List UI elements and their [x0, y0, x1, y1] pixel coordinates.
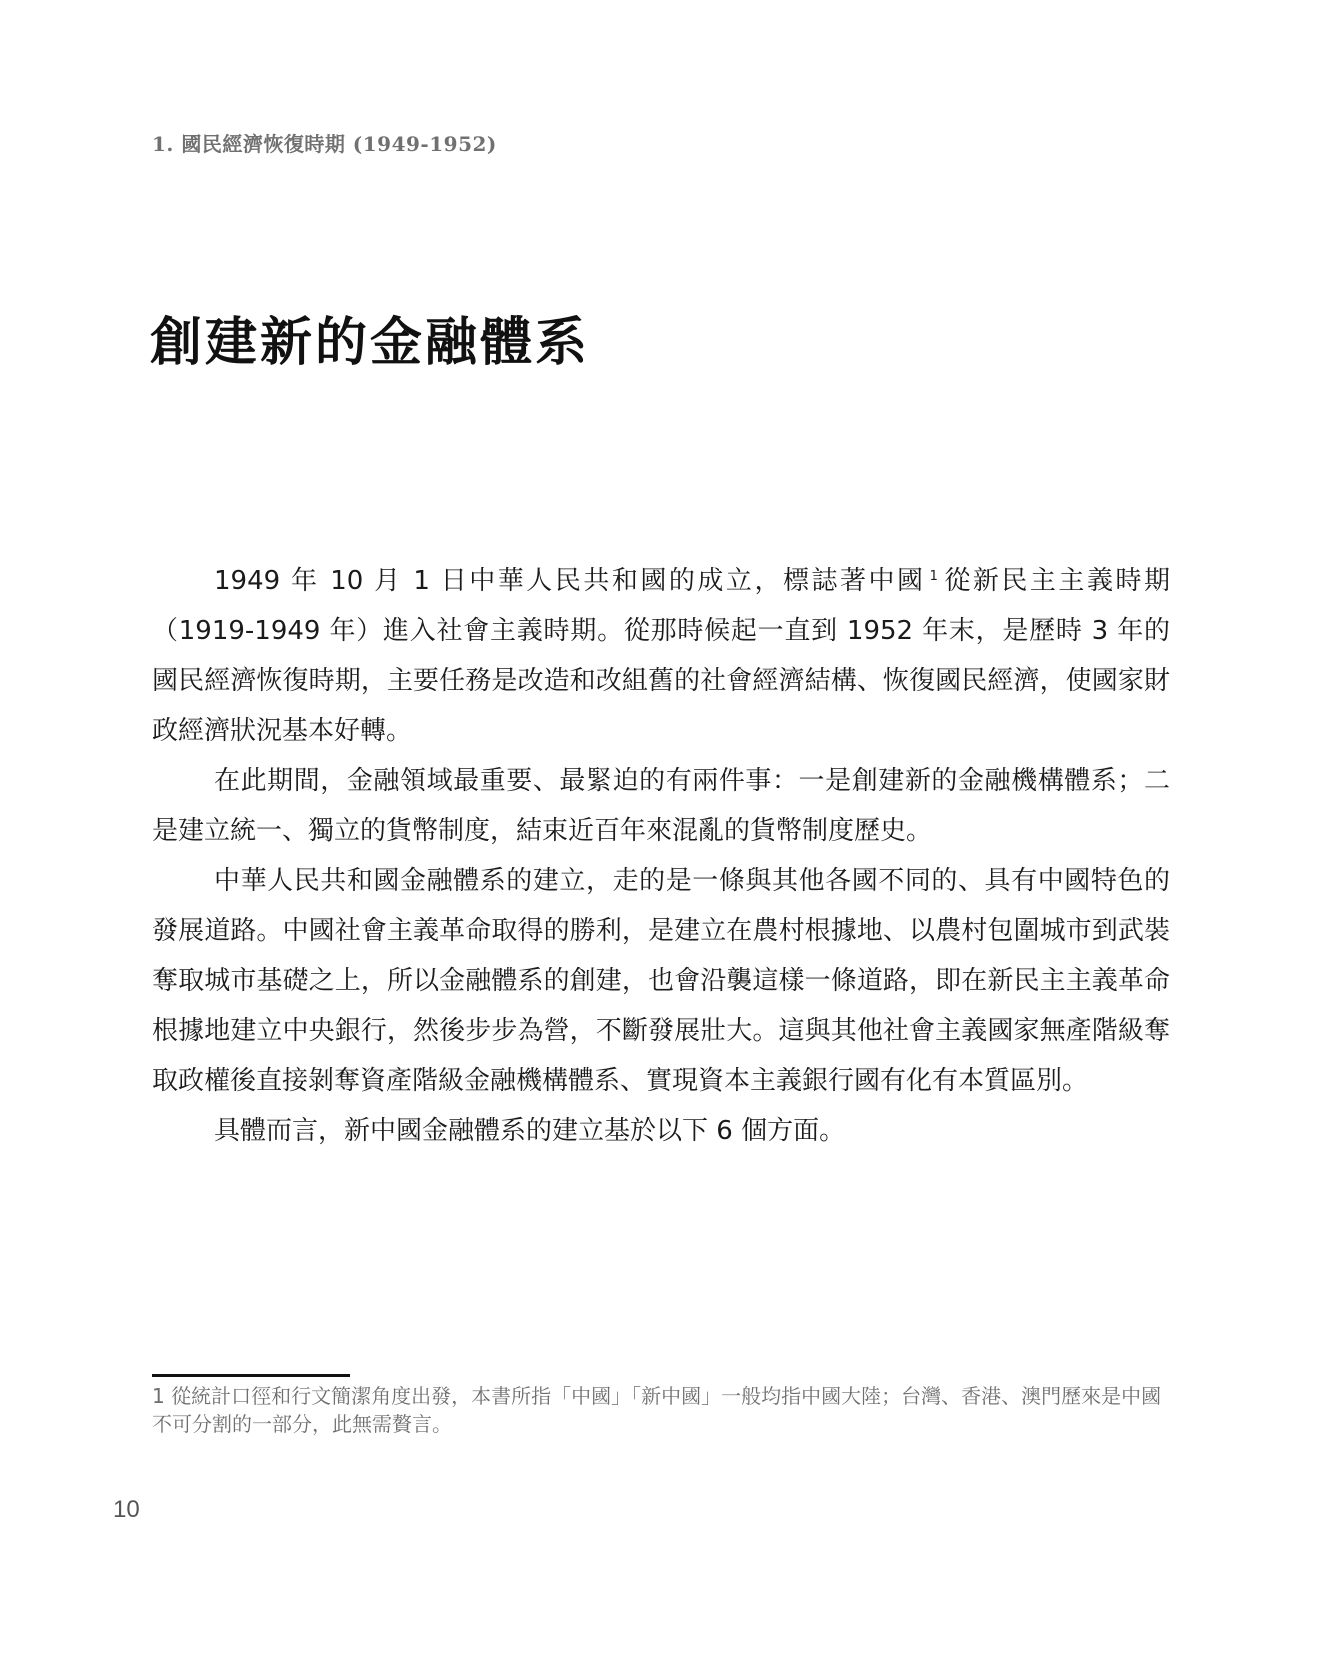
- paragraph-1-text-after-ref: 從新民主主義時期（1919-1949 年）進入社會主義時期。從那時候起一直到 1952 年末，是歷時 3 年的國民經濟恢復時期，主要任務是改造和改組舊的社會經濟結構、恢復國民經濟，使國家財政經濟狀況基本好轉。: [152, 566, 1170, 746]
- running-head: 1. 國民經濟恢復時期 (1949-1952): [152, 132, 497, 156]
- chapter-title: 創建新的金融體系: [150, 312, 591, 373]
- footnote: [152, 1382, 1172, 1438]
- page-number: 10: [113, 1496, 140, 1523]
- paragraph-1-text-before-ref: 1949 年 10 月 1 日中華人民共和國的成立，標誌著中國: [214, 566, 926, 596]
- footnote-text: 1 從統計口徑和行文簡潔角度出發，本書所指「中國」「新中國」一般均指中國大陸；台灣、香港、澳門歷來是中國不可分割的一部分，此無需贅言。: [152, 1384, 1162, 1436]
- body-text: [152, 556, 1170, 1156]
- paragraph-1: [152, 556, 1170, 756]
- footnote-divider: [152, 1374, 350, 1377]
- paragraph-3: 中華人民共和國金融體系的建立，走的是一條與其他各國不同的、具有中國特色的發展道路。中國社會主義革命取得的勝利，是建立在農村根據地、以農村包圍城市到武裝奪取城市基礎之上，所以金融體系的創建，也會沿襲這樣一條道路，即在新民主主義革命根據地建立中央銀行，然後步步為營，不斷發展壯大。這與其他社會主義國家無產階級奪取政權後直接剝奪資產階級金融機構體系、實現資本主義銀行國有化有本質區別。: [152, 866, 1170, 1096]
- paragraph-4: 具體而言，新中國金融體系的建立基於以下 6 個方面。: [214, 1116, 846, 1146]
- paragraph-2: 在此期間，金融領域最重要、最緊迫的有兩件事：一是創建新的金融機構體系；二是建立統一、獨立的貨幣制度，結束近百年來混亂的貨幣制度歷史。: [152, 766, 1170, 846]
- footnote-reference[interactable]: 1: [929, 569, 938, 584]
